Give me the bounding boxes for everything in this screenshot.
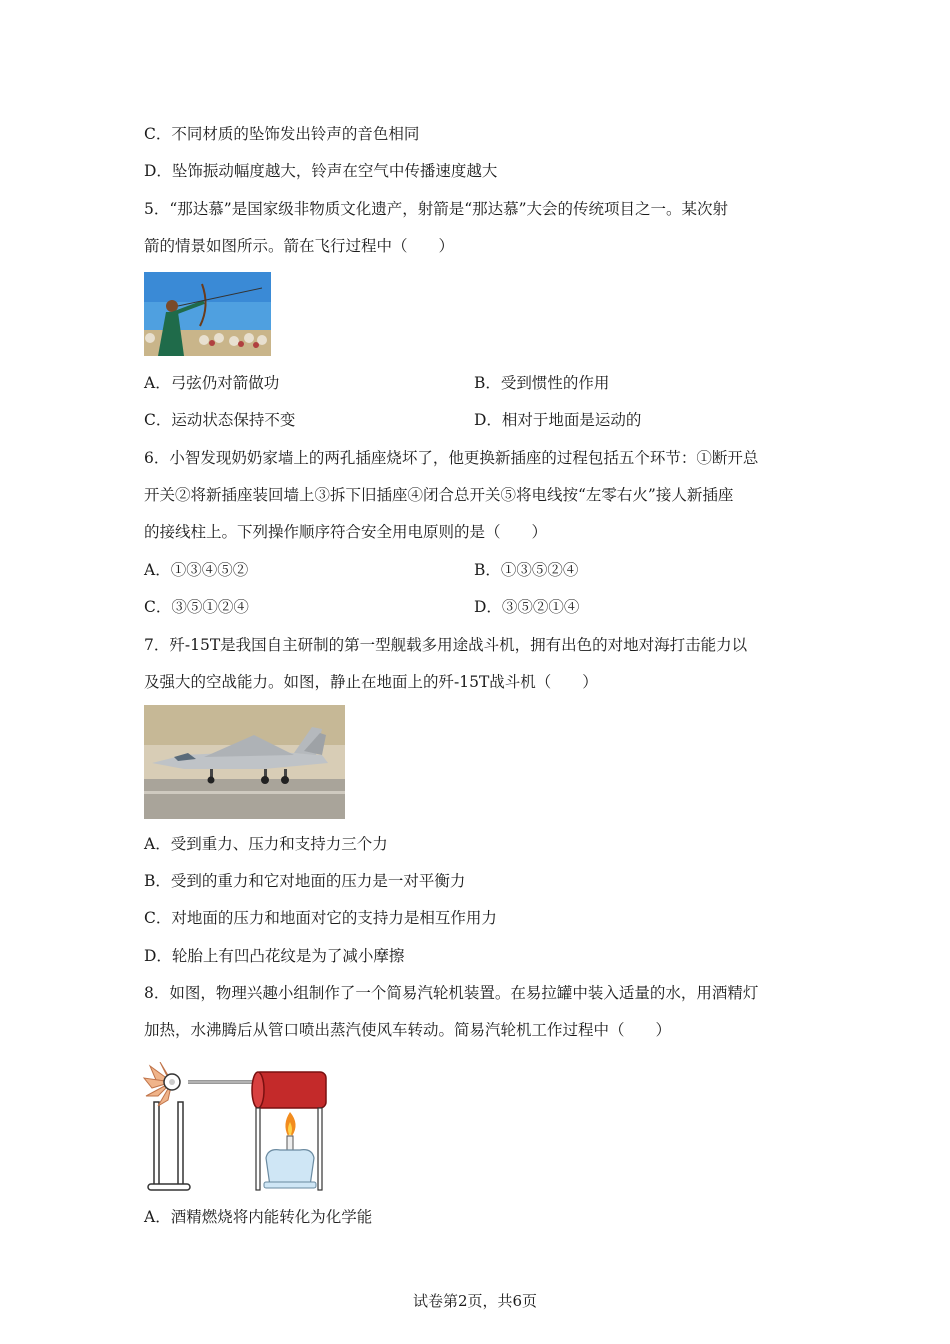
- q4-option-d: D．坠饰振动幅度越大，铃声在空气中传播速度越大: [144, 162, 498, 180]
- q7-option-b: B．受到的重力和它对地面的压力是一对平衡力: [144, 872, 466, 890]
- q7-option-c: C．对地面的压力和地面对它的支持力是相互作用力: [144, 909, 497, 927]
- q6-stem-line3: 的接线柱上。下列操作顺序符合安全用电原则的是（ ）: [144, 523, 548, 541]
- q6-stem-line1: 6．小智发现奶奶家墙上的两孔插座烧坏了，他更换新插座的过程包括五个环节：①断开总: [144, 449, 759, 467]
- q5-option-b: B．受到惯性的作用: [474, 374, 610, 392]
- q6-option-b: B．①③⑤②④: [474, 561, 579, 579]
- archery-illustration: [144, 272, 271, 356]
- q7-stem-line1: 7．歼-15T是我国自主研制的第一型舰载多用途战斗机，拥有出色的对地对海打击能力以: [144, 636, 748, 654]
- steam-turbine-diagram: [140, 1062, 340, 1197]
- q8-stem-line2: 加热，水沸腾后从管口喷出蒸汽使风车转动。简易汽轮机工作过程中（ ）: [144, 1021, 672, 1039]
- q6-option-c: C．③⑤①②④: [144, 598, 249, 616]
- steam-turbine-illustration: [140, 1062, 340, 1197]
- q6-option-d: D．③⑤②①④: [474, 598, 580, 616]
- q6-option-a: A．①③④⑤②: [144, 561, 249, 579]
- q5-stem-line1: 5．“那达慕”是国家级非物质文化遗产，射箭是“那达慕”大会的传统项目之一。某次射: [144, 200, 729, 218]
- q5-option-d: D．相对于地面是运动的: [474, 411, 642, 429]
- archery-photo: [144, 272, 271, 356]
- fighter-jet-illustration: [144, 705, 345, 819]
- q5-stem-line2: 箭的情景如图所示。箭在飞行过程中（ ）: [144, 237, 455, 255]
- q5-option-c: C．运动状态保持不变: [144, 411, 296, 429]
- fighter-jet-photo: [144, 705, 345, 819]
- q7-option-d: D．轮胎上有凹凸花纹是为了减小摩擦: [144, 947, 405, 965]
- q8-stem-line1: 8．如图，物理兴趣小组制作了一个简易汽轮机装置。在易拉罐中装入适量的水，用酒精灯: [144, 984, 759, 1002]
- q5-option-a: A．弓弦仍对箭做功: [144, 374, 280, 392]
- q7-option-a: A．受到重力、压力和支持力三个力: [144, 835, 388, 853]
- q4-option-c: C．不同材质的坠饰发出铃声的音色相同: [144, 125, 420, 143]
- q7-stem-line2: 及强大的空战能力。如图，静止在地面上的歼-15T战斗机（ ）: [144, 673, 598, 691]
- q6-stem-line2: 开关②将新插座装回墙上③拆下旧插座④闭合总开关⑤将电线按“左零右火”接人新插座: [144, 486, 734, 504]
- page-footer: 试卷第2页，共6页: [412, 1292, 538, 1310]
- q8-option-a: A．酒精燃烧将内能转化为化学能: [144, 1208, 373, 1226]
